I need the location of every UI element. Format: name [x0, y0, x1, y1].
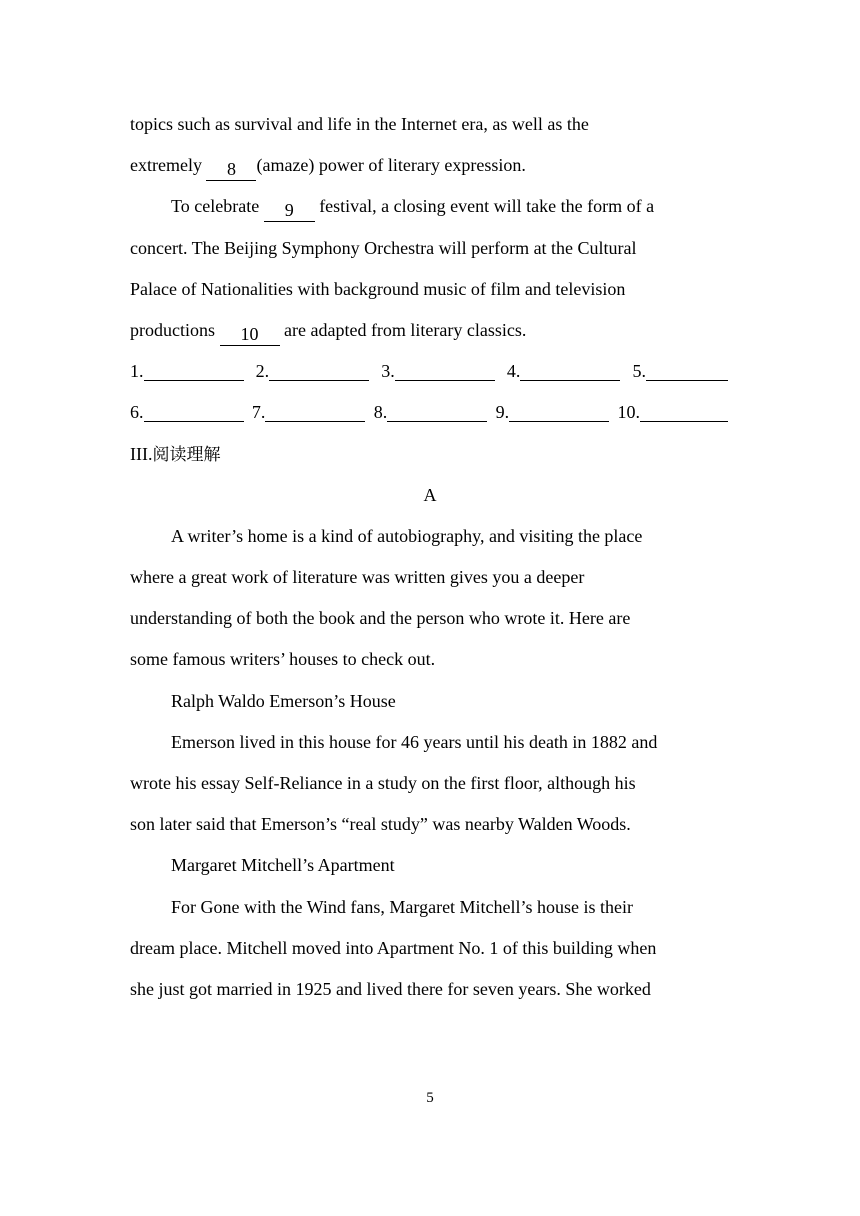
text-line: concert. The Beijing Symphony Orchestra will perform at the Cultural: [130, 237, 637, 258]
answer-label: 3.: [381, 361, 395, 382]
page-number: 5: [426, 1090, 434, 1106]
answer-label: 2.: [255, 361, 270, 382]
answer-slot: [381, 351, 495, 392]
text-line: dream place. Mitchell moved into Apartment No. 1 of this building when: [130, 937, 657, 958]
section-title: 阅读理解: [152, 444, 221, 465]
text-line: some famous writers’ houses to check out.: [130, 649, 436, 670]
text-line: [130, 186, 730, 227]
text-fragment: festival, a closing event will take the form of a: [314, 196, 655, 217]
text-fragment: extremely: [130, 155, 207, 176]
answer-label: 1.: [130, 361, 144, 382]
answer-slot: [507, 351, 621, 392]
answer-field-3[interactable]: [395, 360, 495, 381]
answer-field-4[interactable]: [520, 360, 620, 381]
answer-slot: [252, 392, 366, 433]
answer-slot: [130, 392, 244, 433]
answer-field-2[interactable]: [269, 360, 369, 381]
answer-label: 4.: [506, 361, 521, 382]
answer-slot: [496, 392, 610, 433]
answer-label: 6.: [130, 402, 144, 423]
text-line: where a great work of literature was written gives you a deeper: [130, 567, 585, 588]
section-numeral: III.: [130, 443, 153, 464]
text-line: she just got married in 1925 and lived there for seven years. She worked: [130, 978, 651, 999]
answer-label: 5.: [632, 361, 646, 382]
text-fragment: To celebrate: [171, 196, 264, 217]
text-line: [130, 145, 730, 186]
blank-9[interactable]: 9: [264, 201, 315, 222]
answer-row-1: [130, 351, 728, 392]
answer-field-6[interactable]: [144, 401, 244, 422]
answer-field-8[interactable]: [387, 401, 487, 422]
subheading-mitchell: Margaret Mitchell’s Apartment: [171, 855, 395, 876]
text-line: Emerson lived in this house for 46 years until his death in 1882 and: [171, 731, 658, 752]
text-line: topics such as survival and life in the Internet era, as well as the: [130, 114, 589, 134]
page-content: [130, 104, 730, 1010]
answer-label: 9.: [495, 402, 510, 423]
text-fragment: are adapted from literary classics.: [279, 319, 527, 340]
answer-row-2: [130, 392, 728, 433]
answer-label: 10.: [617, 402, 640, 423]
text-line: understanding of both the book and the person who wrote it. Here are: [130, 608, 631, 629]
text-line: [130, 310, 730, 351]
blank-8[interactable]: 8: [206, 160, 256, 181]
subheading-emerson: Ralph Waldo Emerson’s House: [171, 690, 396, 711]
answer-slot: [256, 351, 370, 392]
text-line: A writer’s home is a kind of autobiography, and visiting the place: [171, 525, 643, 546]
section-heading: [130, 434, 730, 475]
answer-field-10[interactable]: [640, 401, 728, 422]
answer-slot: [618, 392, 729, 433]
answer-field-5[interactable]: [646, 360, 728, 381]
text-fragment: productions: [130, 319, 220, 340]
answer-field-9[interactable]: [509, 401, 609, 422]
text-line: Palace of Nationalities with background music of film and television: [130, 278, 626, 299]
text-line: wrote his essay Self-Reliance in a study on the first floor, although his: [130, 773, 636, 793]
article-letter: A: [423, 484, 437, 505]
answer-field-1[interactable]: [144, 360, 244, 381]
answer-slot: [130, 351, 244, 392]
answer-slot: [633, 351, 729, 392]
text-line: For Gone with the Wind fans, Margaret Mitchell’s house is their: [171, 896, 634, 917]
text-line: son later said that Emerson’s “real study” was nearby Walden Woods.: [130, 814, 631, 835]
answer-label: 7.: [251, 402, 266, 423]
blank-10[interactable]: 10: [220, 325, 280, 346]
answer-field-7[interactable]: [265, 401, 365, 422]
answer-label: 8.: [373, 402, 388, 423]
text-fragment: (amaze) power of literary expression.: [256, 155, 526, 176]
answer-slot: [374, 392, 488, 433]
